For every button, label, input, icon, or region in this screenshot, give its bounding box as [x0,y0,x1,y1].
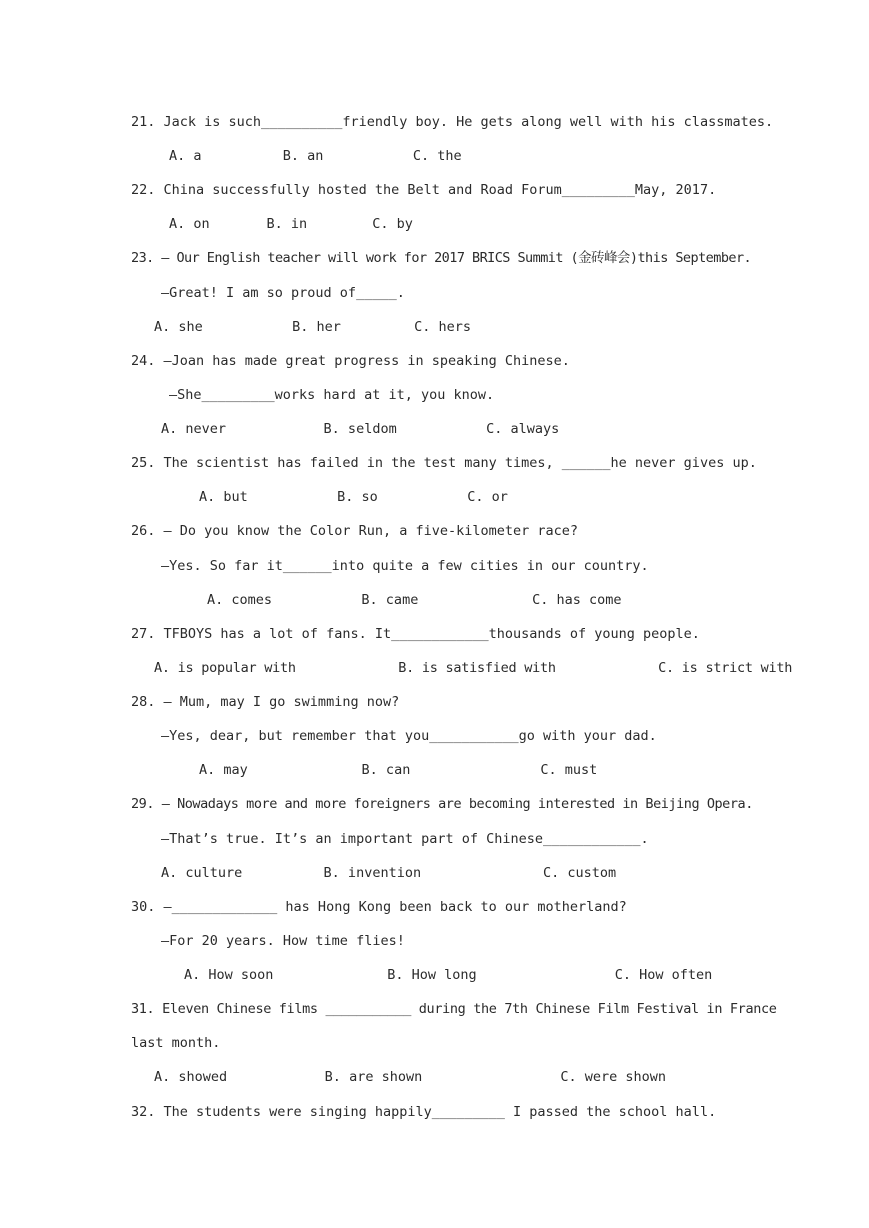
line-q21: 21. Jack is such__________friendly boy. He gets along well with his classmates. [131,114,774,130]
line-q25-options: A. but B. so C. or [199,489,508,505]
line-q23: 23. — Our English teacher will work for 2017 BRICS Summit (金砖峰会)this September. [131,250,752,266]
line-q25: 25. The scientist has failed in the test many times, ______he never gives up. [131,455,757,471]
line-q21-options: A. a B. an C. the [169,148,462,164]
line-q29-options: A. culture B. invention C. custom [161,865,617,881]
line-q23-options: A. she B. her C. hers [154,319,471,335]
line-q28-reply: —Yes, dear, but remember that you___________go with your dad. [161,728,657,744]
line-q22: 22. China successfully hosted the Belt and Road Forum_________May, 2017. [131,182,717,198]
line-q27: 27. TFBOYS has a lot of fans. It____________thousands of young people. [131,626,700,642]
line-q31-cont: last month. [131,1035,221,1051]
line-q30: 30. —_____________ has Hong Kong been back to our motherland? [131,899,627,915]
line-q29: 29. — Nowadays more and more foreigners are becoming interested in Beijing Opera. [131,796,753,812]
line-q22-options: A. on B. in C. by [169,216,413,232]
line-q30-options: A. How soon B. How long C. How often [184,967,713,983]
line-q24-reply: —She_________works hard at it, you know. [169,387,495,403]
line-q26: 26. — Do you know the Color Run, a five-kilometer race? [131,523,579,539]
line-q26-reply: —Yes. So far it______into quite a few cities in our country. [161,558,649,574]
line-q31: 31. Eleven Chinese films ___________ during the 7th Chinese Film Festival in France [131,1001,777,1017]
line-q31-options: A. showed B. are shown C. were shown [154,1069,667,1085]
line-q28: 28. — Mum, may I go swimming now? [131,694,400,710]
line-q27-options: A. is popular with B. is satisfied with C. is strict with [154,660,793,676]
line-q26-options: A. comes B. came C. has come [207,592,622,608]
line-q23-reply: —Great! I am so proud of_____. [161,285,405,301]
line-q30-reply: —For 20 years. How time flies! [161,933,405,949]
line-q28-options: A. may B. can C. must [199,762,598,778]
line-q24: 24. —Joan has made great progress in speaking Chinese. [131,353,570,369]
line-q29-reply: —That’s true. It’s an important part of Chinese____________. [161,831,649,847]
line-q24-options: A. never B. seldom C. always [161,421,560,437]
line-q32: 32. The students were singing happily_________ I passed the school hall. [131,1104,717,1120]
